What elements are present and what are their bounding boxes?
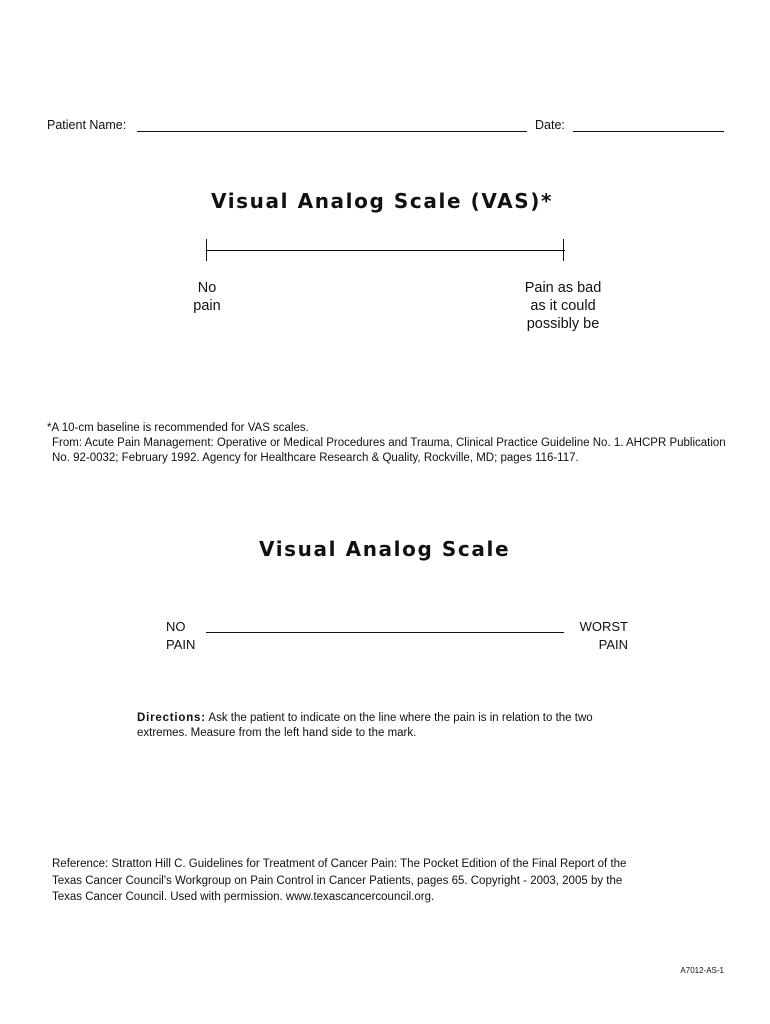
vas2-left-anchor-line: NO — [166, 619, 186, 634]
reference-block — [52, 856, 722, 906]
date-field[interactable] — [573, 131, 724, 132]
directions-text: extremes. Measure from the left hand side to the mark. — [137, 727, 417, 739]
directions-text: Ask the patient to indicate on the line where the pain is in relation to the two — [205, 712, 593, 724]
vas2-title: Visual Analog Scale — [259, 537, 511, 561]
patient-name-label: Patient Name: — [47, 118, 127, 132]
vas-footnote-block — [47, 421, 737, 466]
vas-left-tick — [206, 239, 207, 261]
vas-left-anchor-line: pain — [193, 298, 221, 314]
vas2-left-anchor-line: PAIN — [166, 637, 196, 652]
reference-line: Texas Cancer Council's Workgroup on Pain Control in Cancer Patients, pages 65. Copyright - 2003, 2005 by the — [52, 874, 623, 887]
vas2-left-anchor — [166, 618, 195, 654]
vas2-right-anchor-line: WORST — [579, 619, 628, 634]
vas2-scale-line[interactable] — [206, 632, 564, 633]
form-code: A7012-AS-1 — [680, 966, 724, 975]
vas-left-anchor-line: No — [197, 280, 217, 296]
vas2-right-anchor-line: PAIN — [598, 637, 628, 652]
vas-right-anchor — [508, 279, 618, 333]
vas-left-anchor — [176, 279, 238, 315]
vas-title: Visual Analog Scale (VAS)* — [211, 189, 554, 213]
reference-line: Reference: Stratton Hill C. Guidelines for Treatment of Cancer Pain: The Pocket Edition of the Final Report of the — [52, 858, 627, 870]
vas-right-anchor-line: Pain as bad — [524, 280, 602, 296]
vas-source-line: No. 92-0032; February 1992. Agency for Healthcare Research & Quality, Rockville, MD; pages 116-117. — [52, 452, 579, 464]
vas-right-anchor-line: possibly be — [526, 316, 600, 332]
vas-right-tick — [563, 239, 564, 261]
vas-source-line: From: Acute Pain Management: Operative or Medical Procedures and Trauma, Clinical Practice Guideline No. 1. AHCPR Publication — [52, 437, 726, 449]
directions-block — [137, 711, 637, 741]
patient-name-field[interactable] — [137, 131, 527, 132]
vas-footnote: *A 10-cm baseline is recommended for VAS scales. — [47, 422, 309, 434]
reference-line: Texas Cancer Council. Used with permission. www.texascancercouncil.org. — [52, 891, 435, 903]
vas-baseline[interactable] — [207, 250, 565, 251]
date-label: Date: — [535, 118, 565, 132]
vas2-right-anchor — [572, 618, 628, 654]
vas-right-anchor-line: as it could — [530, 298, 596, 314]
directions-label: Directions: — [137, 712, 206, 724]
